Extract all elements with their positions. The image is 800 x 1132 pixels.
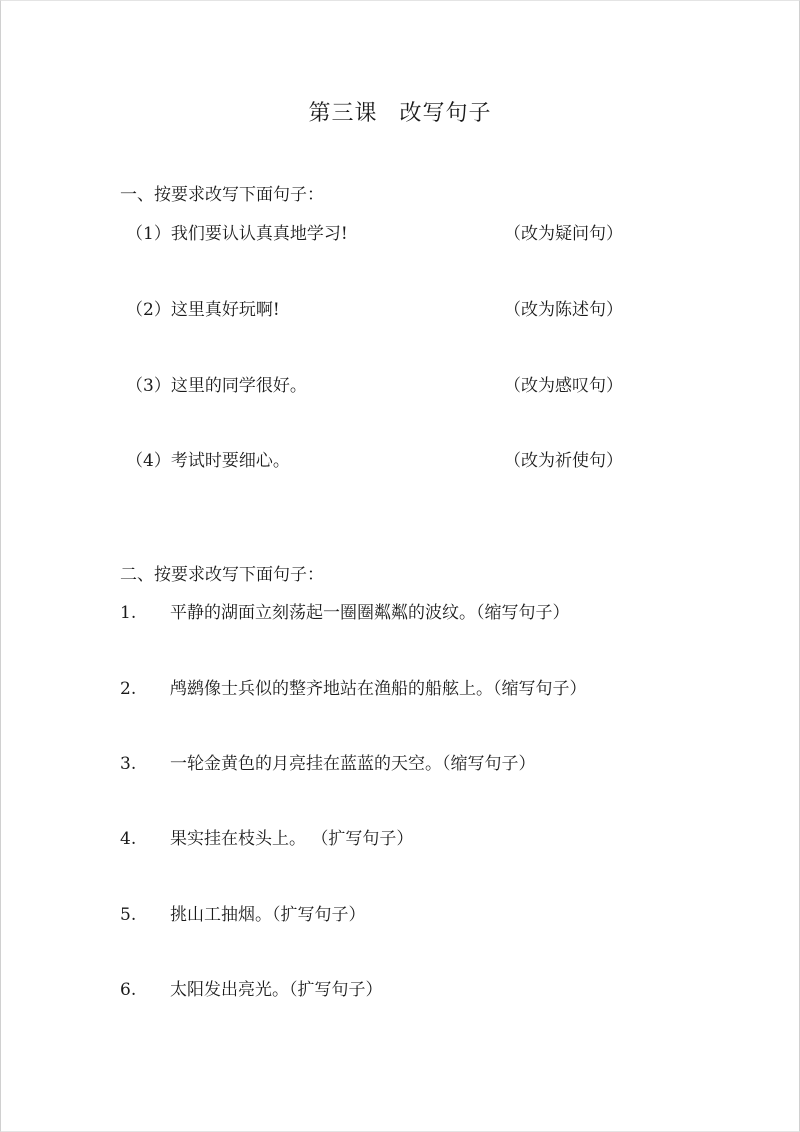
lesson-number: 第三课: [308, 101, 378, 126]
section1-question: [126, 371, 646, 396]
section2-item: [120, 975, 383, 1000]
question-requirement: （改为感叹句）: [504, 376, 623, 396]
item-text: 一轮金黄色的月亮挂在蓝蓝的天空。（缩写句子）: [170, 754, 536, 774]
question-text: （3）这里的同学很好。: [126, 376, 307, 396]
question-requirement: （改为陈述句）: [504, 300, 623, 320]
section2-item: [120, 674, 587, 699]
question-text: （1）我们要认认真真地学习!: [126, 224, 348, 244]
question-text: （2）这里真好玩啊!: [126, 300, 280, 320]
section1-question: [126, 295, 646, 320]
item-number: 5.: [120, 905, 137, 925]
section1-question: [126, 219, 646, 244]
section2-item: [120, 900, 366, 925]
page-title: [0, 96, 800, 127]
question-requirement: （改为疑问句）: [504, 224, 623, 244]
section2-item: [120, 824, 413, 849]
item-text: 平静的湖面立刻荡起一圈圈粼粼的波纹。（缩写句子）: [170, 603, 570, 623]
lesson-topic: 改写句子: [399, 101, 492, 126]
section1-heading: 一、按要求改写下面句子：: [120, 185, 324, 205]
item-number: 1.: [120, 603, 137, 623]
section2-item: [120, 598, 570, 623]
item-number: 6.: [120, 980, 137, 1000]
item-text: 挑山工抽烟。（扩写句子）: [170, 905, 366, 925]
section2-heading: 二、按要求改写下面句子：: [120, 565, 324, 585]
question-requirement: （改为祈使句）: [504, 451, 623, 471]
section1-question: [126, 446, 646, 471]
section2-item: [120, 749, 536, 774]
item-number: 2.: [120, 679, 137, 699]
question-text: （4）考试时要细心。: [126, 451, 290, 471]
item-number: 3.: [120, 754, 137, 774]
item-text: 太阳发出亮光。（扩写句子）: [170, 980, 383, 1000]
item-text: 果实挂在枝头上。 （扩写句子）: [170, 829, 414, 849]
item-number: 4.: [120, 829, 137, 849]
item-text: 鸬鹚像士兵似的整齐地站在渔船的船舷上。（缩写句子）: [170, 679, 587, 699]
